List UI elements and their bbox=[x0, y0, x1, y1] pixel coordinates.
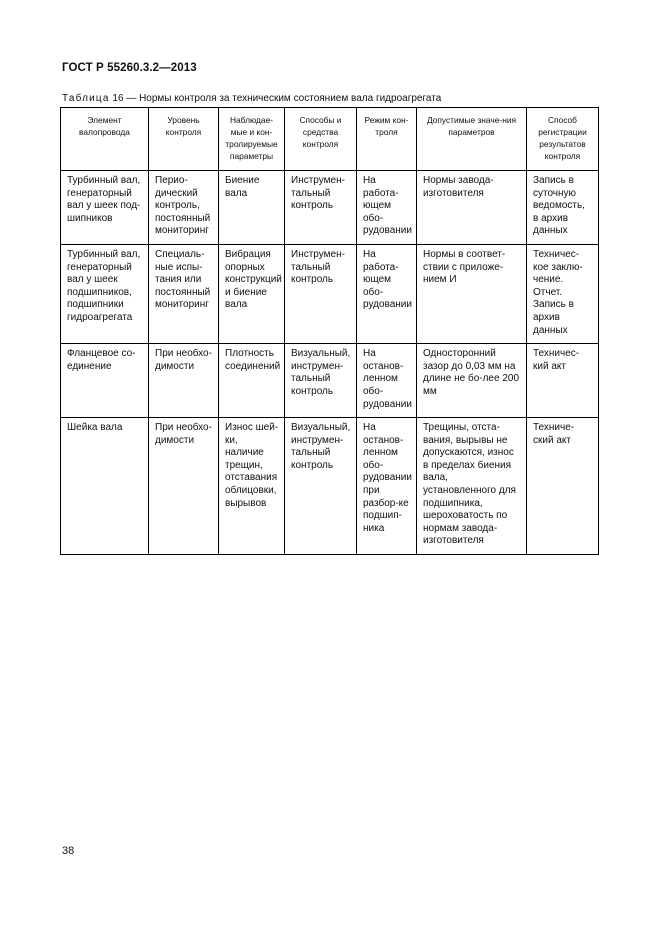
table-cell: Визуальный, инструмен-тальный контроль bbox=[285, 418, 357, 555]
table-cell: Техничес-кое заклю-чение. Отчет. Запись в архив данных bbox=[527, 244, 599, 343]
table-cell: Односторонний зазор до 0,03 мм на длине не бо-лее 200 мм bbox=[417, 344, 527, 418]
table-row bbox=[61, 171, 599, 245]
table-cell: Турбинный вал, генераторный вал у шеек подшипников, подшипники гидроагрегата bbox=[61, 244, 149, 343]
table-caption-label: Таблица bbox=[62, 93, 110, 104]
table-cell: Трещины, отста-вания, вырывы не допускаются, износ в пределах биения вала, установленного для подшипника, шероховатость по нормам завода-изготовителя bbox=[417, 418, 527, 555]
table-cell: Техничес-кий акт bbox=[527, 344, 599, 418]
table-cell: Шейка вала bbox=[61, 418, 149, 555]
table-cell: Биение вала bbox=[219, 171, 285, 245]
table-cell: На останов-ленном обо-рудовании bbox=[357, 344, 417, 418]
table-caption-title: 16 — Нормы контроля за техническим состоянием вала гидроагрегата bbox=[109, 93, 442, 104]
column-header-level: Уровень контроля bbox=[149, 108, 219, 171]
table-cell: На останов-ленном обо-рудовании при разбор-ке подшип-ника bbox=[357, 418, 417, 555]
table-cell: Инструмен-тальный контроль bbox=[285, 244, 357, 343]
table-cell: Инструмен-тальный контроль bbox=[285, 171, 357, 245]
document-header: ГОСТ Р 55260.3.2—2013 bbox=[62, 62, 197, 74]
column-header-mode: Режим кон-троля bbox=[357, 108, 417, 171]
norms-table bbox=[60, 107, 599, 555]
table-cell: Износ шей-ки, наличие трещин, отставания облицовки, вырывов bbox=[219, 418, 285, 555]
table-cell: На работа-ющем обо-рудовании bbox=[357, 171, 417, 245]
column-header-allowed-values: Допустимые значе-ния параметров bbox=[417, 108, 527, 171]
column-header-methods: Способы и средства контроля bbox=[285, 108, 357, 171]
table-header-row bbox=[61, 108, 599, 171]
table-cell: Перио-дический контроль, постоянный мониторинг bbox=[149, 171, 219, 245]
table-cell: При необхо-димости bbox=[149, 418, 219, 555]
column-header-element: Элемент валопровода bbox=[61, 108, 149, 171]
table-cell: Техниче-ский акт bbox=[527, 418, 599, 555]
table-caption bbox=[62, 93, 441, 104]
table-row bbox=[61, 344, 599, 418]
table-cell: На работа-ющем обо-рудовании bbox=[357, 244, 417, 343]
column-header-parameters: Наблюдае-мые и кон-тролируемые параметры bbox=[219, 108, 285, 171]
table-cell: При необхо-димости bbox=[149, 344, 219, 418]
table-cell: Плотность соединений bbox=[219, 344, 285, 418]
table-cell: Визуальный, инструмен-тальный контроль bbox=[285, 344, 357, 418]
table-cell: Вибрация опорных конструкций и биение вала bbox=[219, 244, 285, 343]
table-cell: Нормы в соответ-ствии с приложе-нием И bbox=[417, 244, 527, 343]
table-cell: Запись в суточную ведомость, в архив данных bbox=[527, 171, 599, 245]
table-cell: Турбинный вал, генераторный вал у шеек под-шипников bbox=[61, 171, 149, 245]
column-header-registration: Способ регистрации результатов контроля bbox=[527, 108, 599, 171]
table-row bbox=[61, 244, 599, 343]
page-number: 38 bbox=[62, 845, 75, 857]
table-row bbox=[61, 418, 599, 555]
table-cell: Нормы завода-изготовителя bbox=[417, 171, 527, 245]
table-cell: Фланцевое со-единение bbox=[61, 344, 149, 418]
table-cell: Специаль-ные испы-тания или постоянный мониторинг bbox=[149, 244, 219, 343]
